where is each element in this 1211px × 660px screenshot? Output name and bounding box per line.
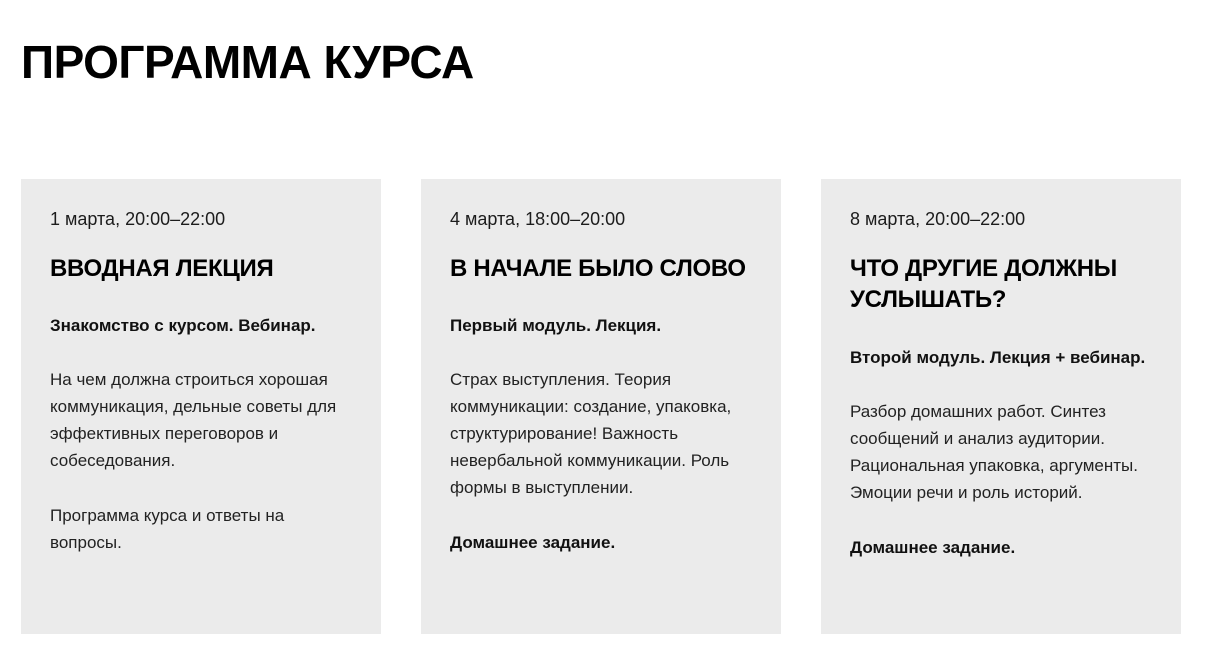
page-title: ПРОГРАММА КУРСА — [21, 36, 474, 88]
card-footer: Программа курса и ответы на вопросы. — [50, 506, 285, 553]
course-card-second-module — [821, 179, 1181, 634]
card-title: ВВОДНАЯ ЛЕКЦИЯ — [50, 255, 274, 283]
card-date: 8 марта, 20:00–22:00 — [850, 208, 1026, 229]
card-date: 4 марта, 18:00–20:00 — [450, 208, 626, 229]
card-footer-homework: Домашнее задание. — [850, 537, 1016, 557]
card-description: На чем должна строиться хорошая коммуникация, дельные советы для эффективных переговоров и собеседования. — [50, 370, 337, 471]
course-card-intro-lecture — [21, 179, 381, 634]
course-cards-row — [21, 179, 1211, 634]
card-description: Страх выступления. Теория коммуникации: создание, упаковка, структурирование! Важность невербальной коммуникации. Роль формы в выступлении. — [450, 370, 732, 498]
card-lead: Первый модуль. Лекция. — [450, 316, 662, 336]
card-title: В НАЧАЛЕ БЫЛО СЛОВО — [450, 255, 746, 283]
card-description: Разбор домашних работ. Синтез сообщений и анализ аудитории. Рациональная упаковка, аргументы. Эмоции речи и роль историй. — [850, 401, 1138, 502]
card-date: 1 марта, 20:00–22:00 — [50, 208, 226, 229]
card-lead: Знакомство с курсом. Вебинар. — [50, 316, 316, 336]
card-footer-homework: Домашнее задание. — [450, 533, 616, 553]
card-title: ЧТО ДРУГИЕ ДОЛЖНЫ УСЛЫШАТЬ? — [850, 255, 1117, 314]
course-card-first-module — [421, 179, 781, 634]
card-lead: Второй модуль. Лекция + вебинар. — [850, 347, 1146, 367]
